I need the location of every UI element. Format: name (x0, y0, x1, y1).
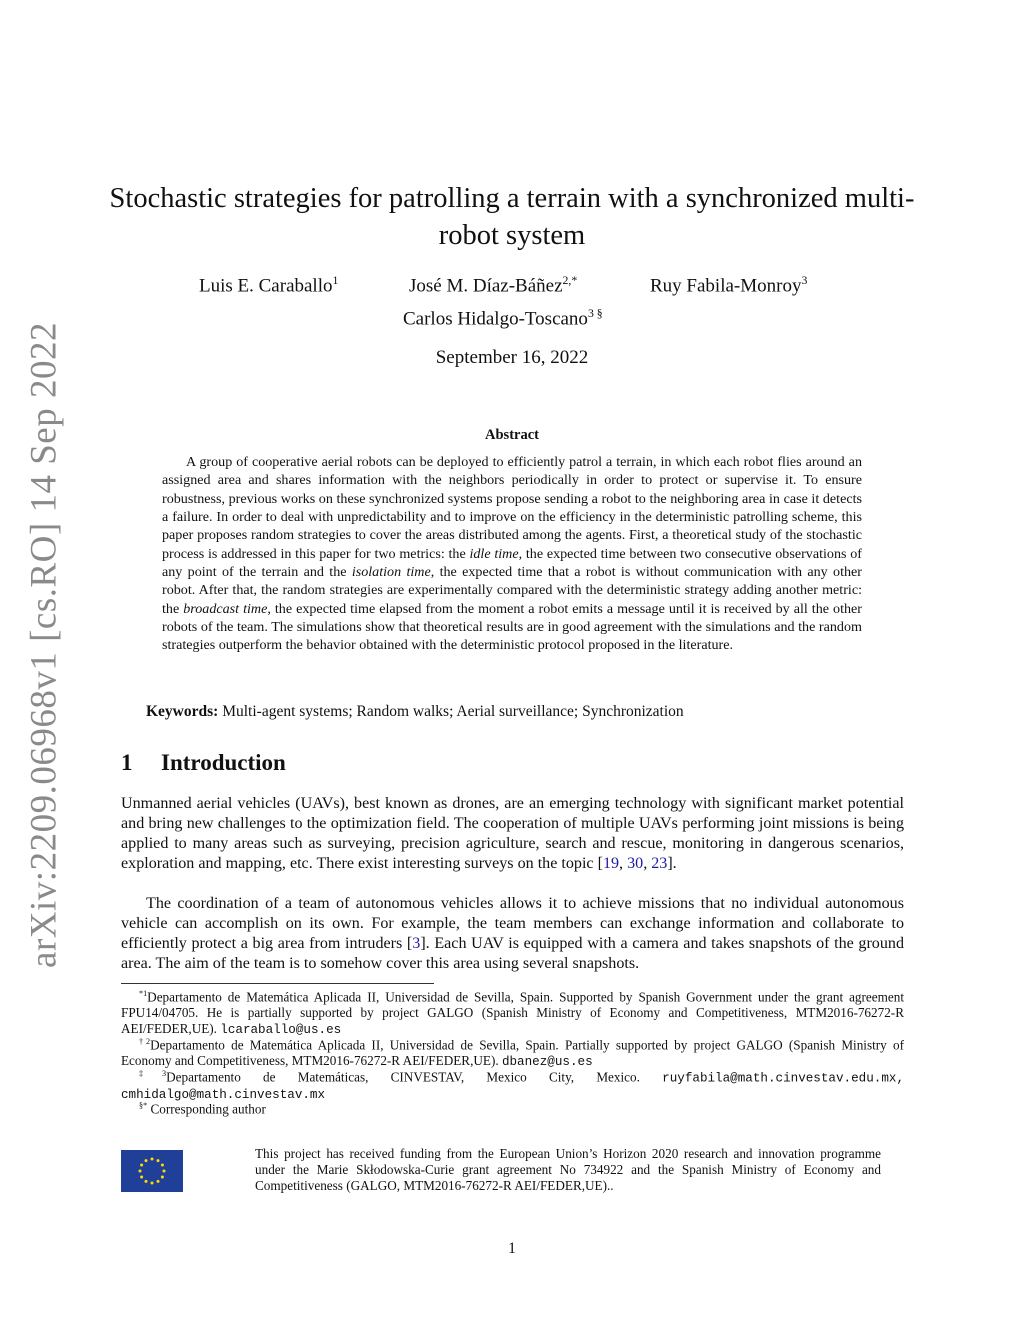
author (403, 307, 603, 330)
author-affiliation: 3 § (587, 307, 603, 320)
author-affiliation: 1 (332, 274, 339, 287)
paragraph-text: ]. (667, 855, 677, 872)
author (409, 274, 577, 297)
footnote-mark: ‡3 (139, 1069, 167, 1078)
footnote-text: Departamento de Matemática Aplicada II, Universidad de Sevilla, Spain. Partially supported by project GALGO (Spanish Ministry of Economy and Competitiveness, MTM2016-76272-R AEI/FEDER,UE). (121, 1037, 904, 1069)
keywords (146, 703, 684, 721)
section-title: Introduction (161, 750, 286, 775)
abstract-body (162, 453, 862, 655)
abstract-heading: Abstract (485, 427, 539, 443)
author-name: Luis E. Caraballo (199, 275, 333, 297)
author-name: Ruy Fabila-Monroy (650, 275, 802, 297)
citation-link[interactable]: 19 (602, 855, 620, 872)
abstract-text: , the expected time that a robot is without communication with any other robot. After that, the random strategies are experimentally compared with the deterministic strategy adding another metric: the (162, 564, 862, 617)
footnote-rule (121, 983, 434, 984)
footnote-text: Corresponding author (150, 1101, 266, 1117)
citation-link[interactable]: 3 (412, 935, 421, 952)
footnote-mark: *1 (139, 989, 148, 998)
citation-link[interactable]: 23 (651, 855, 668, 872)
email-link[interactable]: lcaraballo@us.es (220, 1023, 342, 1038)
author (199, 274, 338, 297)
footnote-mark: §* (139, 1101, 148, 1110)
author-name: Carlos Hidalgo-Toscano (403, 308, 588, 330)
date: September 16, 2022 (435, 347, 589, 368)
footnote (121, 986, 904, 1038)
author (650, 274, 807, 297)
footnote (121, 1098, 904, 1117)
footnote-mark: †2 (139, 1037, 151, 1046)
footnote-text: Departamento de Matemáticas, CINVESTAV, Mexico City, Mexico. (166, 1069, 663, 1085)
keywords-label: Keywords: (146, 703, 219, 720)
keywords-text: Multi-agent systems; Random walks; Aerial surveillance; Synchronization (222, 703, 684, 720)
email-link[interactable]: ruyfabila@math.cinvestav.edu.mx, cmhidalgo@math.cinvestav.mx (121, 1071, 904, 1103)
abstract-text: , the expected time between two consecutive observations of any point of the terrain and the (162, 545, 862, 581)
paragraph-text: The coordination of a team of autonomous vehicles allows it to achieve missions that no individual autonomous vehicle can accomplish on its own. For example, the team members can exchange information and collaborate to efficiently protect a big area from intruders [ (121, 895, 904, 952)
section-heading (121, 750, 286, 776)
footnote (121, 1034, 904, 1070)
footnote-text: Departamento de Matemática Aplicada II, Universidad de Sevilla, Spain. Supported by Spanish Government under the grant agreement FPU14/04705. He is partially supported by project GALGO (Spanish Ministry of Economy and Competitiveness, MTM2016-76272-R AEI/FEDER,UE). (121, 989, 904, 1037)
author-affiliation: 3 (801, 274, 808, 287)
paper-title: Stochastic strategies for patrolling a terrain with a synchronized multi-robot system (109, 183, 915, 251)
arxiv-identifier-sidebar: arXiv:2209.06968v1 [cs.RO] 14 Sep 2022 (23, 322, 65, 968)
email-link[interactable]: dbanez@us.es (501, 1055, 593, 1070)
eu-flag-logo (121, 1150, 183, 1192)
intro-paragraph (121, 894, 904, 974)
author-name: José M. Díaz-Báñez (409, 275, 563, 297)
funding-acknowledgement: This project has received funding from the European Union’s Horizon 2020 research and innovation programme under the Marie Skłodowska-Curie grant agreement No 734922 and the Spanish Ministry of Economy and Competitiveness (GALGO, MTM2016-76272-R AEI/FEDER,UE).. (255, 1146, 881, 1193)
paragraph-text: ]. Each UAV is equipped with a camera and takes snapshots of the ground area. The aim of the team is to somehow cover this area using several snapshots. (121, 935, 904, 972)
paragraph-text: Unmanned aerial vehicles (UAVs), best known as drones, are an emerging technology with significant market potential and bring new challenges to the optimization field. The cooperation of multiple UAVs performing joint missions is being applied to many areas such as surveying, precision agriculture, search and rescue, monitoring in dangerous scenarios, exploration and mapping, etc. There exist interesting surveys on the topic [ (121, 795, 904, 872)
intro-paragraph: Unmanned aerial vehicles (UAVs), best known as drones, are an emerging technology with significant market potential and bring new challenges to the optimization field. The cooperation of multiple UAVs performing joint missions is being applied to many areas such as surveying, precision agriculture, search and rescue, monitoring in dangerous scenarios, exploration and mapping, etc. There exist interesting surveys on the topic [19, 30, 23]. (121, 795, 904, 872)
abstract-text: A group of cooperative aerial robots can be deployed to efficiently patrol a terrain, in which each robot flies around an assigned area and shares information with the neighbors periodically in order to protect or supervise it. To ensure robustness, previous works on these synchronized systems propose sending a robot to the neighboring area in case it detects a failure. In order to deal with unpredictability and to improve on the efficiency in the deterministic patrolling scheme, this paper proposes random strategies to cover the areas distributed among the agents. First, a theoretical study of the stochastic process is addressed in this paper for two metrics: the (162, 454, 862, 562)
term-idle-time: idle time (469, 545, 519, 562)
abstract-text: , the expected time elapsed from the moment a robot emits a message until it is received by all the other robots of the team. The simulations show that theoretical results are in good agreement with the simulations and the random strategies outperform the behavior obtained with the deterministic protocol proposed in the literature. (162, 600, 862, 654)
term-broadcast-time: broadcast time (183, 600, 268, 617)
citation-link[interactable]: 30 (627, 855, 644, 872)
author-affiliation: 2,* (562, 274, 578, 287)
term-isolation-time: isolation time (351, 564, 431, 581)
section-number: 1 (121, 750, 133, 775)
page-number: 1 (508, 1240, 516, 1257)
